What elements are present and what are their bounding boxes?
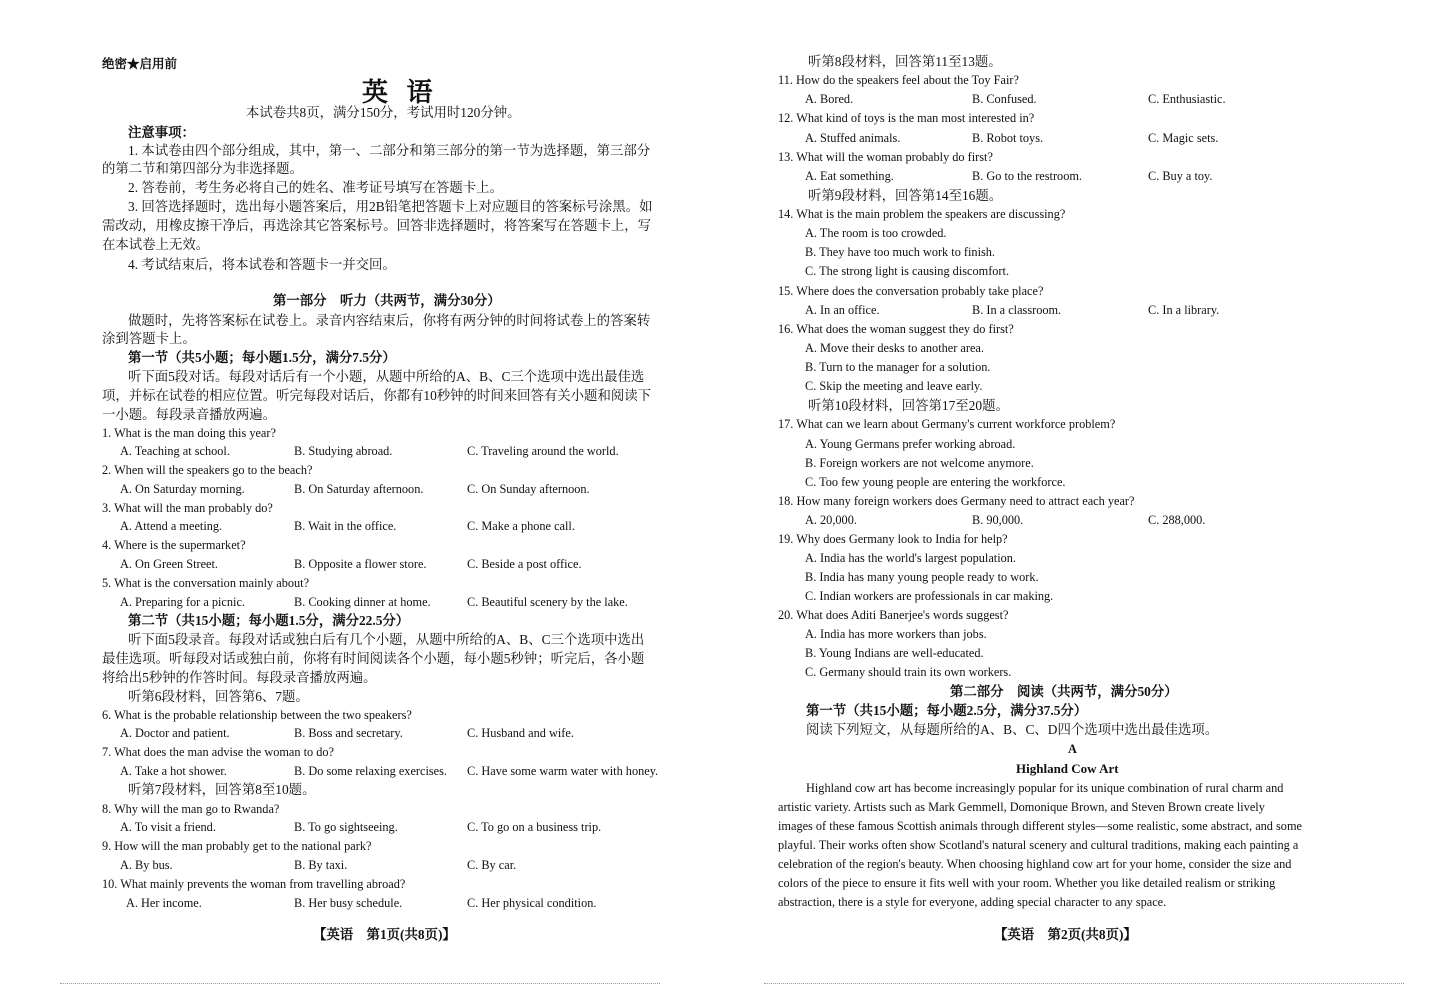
question-6: 6. What is the probable relationship between the two speakers? [102,708,412,722]
passage-line: celebration of the region's beauty. When choosing highland cow art for your home, consider the size and [778,857,1292,871]
passage-line: colors of the piece to ensure it fits well with your room. Whether you like detailed realism or striking [778,876,1276,890]
option-a: A. Teaching at school. [120,444,230,458]
question-1: 1. What is the man doing this year? [102,426,276,440]
confidential-mark: 绝密★启用前 [102,57,178,71]
option-b: B. To go sightseeing. [294,820,398,834]
material-10-label: 听第10段材料，回答第17至20题。 [808,398,1009,413]
option-c: C. Her physical condition. [467,896,597,910]
part2-intro: 阅读下列短文，从每题所给的A、B、C、D四个选项中选出最佳选项。 [806,722,1219,737]
option-a: A. Young Germans prefer working abroad. [805,437,1016,451]
option-c: C. Buy a toy. [1148,169,1213,183]
option-b: B. Go to the restroom. [972,169,1082,183]
notes-heading: 注意事项： [128,125,195,140]
part1-intro: 做题时，先将答案标在试卷上。录音内容结束后，你将有两分钟的时间将试卷上的答案转 [128,313,651,328]
option-a: A. To visit a friend. [120,820,216,834]
question-13: 13. What will the woman probably do first? [778,150,993,164]
option-b: B. They have too much work to finish. [805,245,996,259]
option-b: B. 90,000. [972,513,1024,527]
option-b: B. Her busy schedule. [294,896,403,910]
note-line: 4. 考试结束后，将本试卷和答题卡一并交回。 [128,257,396,272]
passage-line: images of these famous Scottish animals through different styles—some realistic, some abstract, and some [778,819,1302,833]
question-14: 14. What is the main problem the speakers are discussing? [778,207,1066,221]
note-line: 2. 答卷前，考生务必将自己的姓名、准考证号填写在答题卡上。 [128,180,503,195]
question-11: 11. How do the speakers feel about the Toy Fair? [778,73,1019,87]
option-b: B. Turn to the manager for a solution. [805,360,991,374]
option-a: A. Stuffed animals. [805,131,901,145]
passage-letter: A [1068,742,1077,756]
option-c: C. The strong light is causing discomfort. [805,264,1010,278]
note-line: 在本试卷上无效。 [102,237,210,252]
section1-heading: 第一节（共5小题；每小题1.5分，满分7.5分） [128,350,396,365]
option-b: B. Boss and secretary. [294,726,403,740]
section2-heading: 第二节（共15小题；每小题1.5分，满分22.5分） [128,613,410,628]
option-b: B. Confused. [972,92,1037,106]
option-c: C. Beside a post office. [467,557,582,571]
option-b: B. On Saturday afternoon. [294,482,424,496]
passage-line: Highland cow art has become increasingly popular for its unique combination of rural charm and [806,781,1284,795]
option-a: A. Attend a meeting. [120,519,223,533]
option-c: C. 288,000. [1148,513,1206,527]
note-line: 需改动，用橡皮擦干净后，再选涂其它答案标号。回答非选择题时，将答案写在答题卡上，写 [102,218,652,233]
option-b: B. Foreign workers are not welcome anymore. [805,456,1034,470]
section1-intro: 项，并标在试卷的相应位置。听完每段对话后，你都有10秒钟的时间来回答有关小题和阅读下 [102,388,652,403]
question-12: 12. What kind of toys is the man most interested in? [778,111,1035,125]
option-c: C. Husband and wife. [467,726,574,740]
question-16: 16. What does the woman suggest they do first? [778,322,1014,336]
section2-intro: 将给出5秒钟的作答时间。每段录音播放两遍。 [102,670,377,685]
option-a: A. In an office. [805,303,880,317]
exam-title: 英 语 [362,78,439,107]
option-c: C. Too few young people are entering the workforce. [805,475,1066,489]
part1-heading: 第一部分 听力（共两节，满分30分） [273,293,501,308]
question-2: 2. When will the speakers go to the beach? [102,463,313,477]
option-a: A. India has the world's largest population. [805,551,1016,565]
option-a: A. India has more workers than jobs. [805,627,987,641]
option-b: B. Studying abroad. [294,444,393,458]
material-9-label: 听第9段材料，回答第14至16题。 [808,188,1003,203]
option-a: A. On Saturday morning. [120,482,245,496]
passage-line: playful. Their works often show Scotland's natural scenery and cultural traditions, making each painting a [778,838,1299,852]
option-b: B. India has many young people ready to work. [805,570,1039,584]
passage-line: artistic variety. Artists such as Mark Gemmell, Domonique Brown, and Steven Brown create lively [778,800,1265,814]
option-c: C. Germany should train its own workers. [805,665,1012,679]
question-7: 7. What does the man advise the woman to do? [102,745,334,759]
exam-intro: 本试卷共8页，满分150分，考试用时120分钟。 [246,105,521,120]
question-8: 8. Why will the man go to Rwanda? [102,802,280,816]
option-a: A. Move their desks to another area. [805,341,984,355]
page-footer: 【英语 第2页(共8页)】 [994,927,1137,942]
question-9: 9. How will the man probably get to the national park? [102,839,372,853]
left-page [0,0,723,992]
question-20: 20. What does Aditi Banerjee's words suggest? [778,608,1009,622]
passage-line: abstraction, there is a style for everyone, adding special character to any space. [778,895,1167,909]
option-c: C. Skip the meeting and leave early. [805,379,983,393]
option-a: A. 20,000. [805,513,857,527]
material-6-label: 听第6段材料，回答第6、7题。 [128,689,309,704]
question-17: 17. What can we learn about Germany's current workforce problem? [778,417,1116,431]
option-b: B. Wait in the office. [294,519,397,533]
section1-intro: 听下面5段对话。每段对话后有一个小题，从题中所给的A、B、C三个选项中选出最佳选 [128,369,645,384]
option-c: C. Make a phone call. [467,519,575,533]
part2-section1-heading: 第一节（共15小题；每小题2.5分，满分37.5分） [806,703,1088,718]
option-a: A. Her income. [126,896,202,910]
question-5: 5. What is the conversation mainly about? [102,576,310,590]
option-c: C. Magic sets. [1148,131,1219,145]
note-line: 的第二节和第四部分为非选择题。 [102,161,303,176]
option-a: A. Eat something. [805,169,894,183]
note-line: 3. 回答选择题时，选出每小题答案后，用2B铅笔把答题卡上对应题目的答案标号涂黑。如 [128,199,653,214]
option-b: B. Opposite a flower store. [294,557,427,571]
material-8-label: 听第8段材料，回答第11至13题。 [808,54,1002,69]
option-c: C. Enthusiastic. [1148,92,1226,106]
question-10: 10. What mainly prevents the woman from travelling abroad? [102,877,406,891]
material-7-label: 听第7段材料，回答第8至10题。 [128,782,316,797]
option-c: C. In a library. [1148,303,1220,317]
option-a: A. Bored. [805,92,854,106]
right-page [724,0,1447,992]
part1-intro: 涂到答题卡上。 [102,331,196,346]
option-a: A. Take a hot shower. [120,764,227,778]
option-a: A. Preparing for a picnic. [120,595,245,609]
question-18: 18. How many foreign workers does Germany need to attract each year? [778,494,1135,508]
question-3: 3. What will the man probably do? [102,501,273,515]
section2-intro: 听下面5段录音。每段对话或独白后有几个小题，从题中所给的A、B、C三个选项中选出 [128,632,645,647]
option-b: B. Cooking dinner at home. [294,595,431,609]
option-b: B. Do some relaxing exercises. [294,764,447,778]
option-a: A. Doctor and patient. [120,726,230,740]
part2-heading: 第二部分 阅读（共两节，满分50分） [950,684,1178,699]
page-footer: 【英语 第1页(共8页)】 [313,927,456,942]
option-c: C. Indian workers are professionals in car making. [805,589,1054,603]
note-line: 1. 本试卷由四个部分组成，其中，第一、二部分和第三部分的第一节为选择题，第三部分 [128,143,651,158]
scan-edge-divider [60,982,660,984]
option-b: B. Young Indians are well-educated. [805,646,984,660]
option-c: C. Have some warm water with honey. [467,764,659,778]
option-c: C. To go on a business trip. [467,820,602,834]
question-15: 15. Where does the conversation probably take place? [778,284,1044,298]
section1-intro: 一小题。每段录音播放两遍。 [102,407,277,422]
question-4: 4. Where is the supermarket? [102,538,246,552]
passage-title: Highland Cow Art [1016,761,1119,776]
option-c: C. On Sunday afternoon. [467,482,590,496]
section2-intro: 最佳选项。听每段对话或独白前，你将有时间阅读各个小题，每小题5秒钟；听完后，各小题 [102,651,645,666]
option-a: A. On Green Street. [120,557,219,571]
option-b: B. By taxi. [294,858,348,872]
option-b: B. In a classroom. [972,303,1062,317]
option-c: C. Traveling around the world. [467,444,619,458]
question-19: 19. Why does Germany look to India for help? [778,532,1008,546]
option-a: A. By bus. [120,858,173,872]
scan-edge-divider [764,982,1404,984]
option-a: A. The room is too crowded. [805,226,947,240]
option-c: C. Beautiful scenery by the lake. [467,595,628,609]
option-b: B. Robot toys. [972,131,1044,145]
option-c: C. By car. [467,858,517,872]
